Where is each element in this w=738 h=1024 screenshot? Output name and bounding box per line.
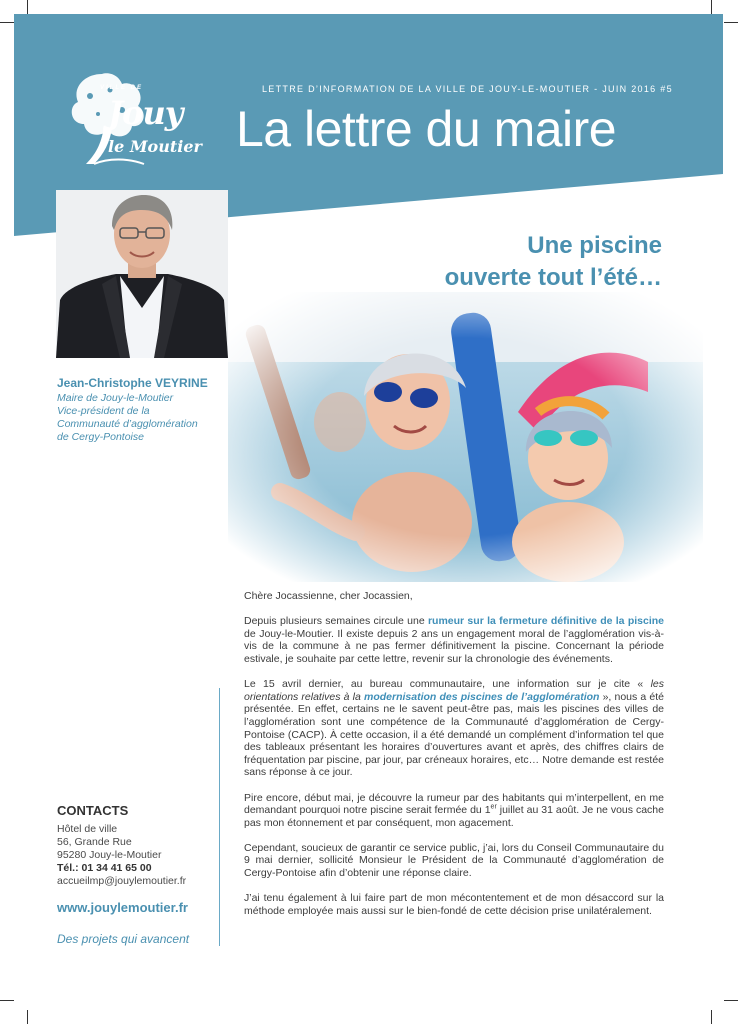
letter-body bbox=[244, 590, 664, 930]
letter-paragraph: Le 15 avril dernier, au bureau communautaire, une information sur je cite « les orientations relatives à la modernisation des piscines de l’agglomération », nous a été présentée. En effet, certains ne le savent peut-être pas, mais les piscines des villes de l’agglomération sont une compétence de la Communauté d’agglomération de Cergy-Pontoise (CACP). À cette occasion, il a été demandé un complément d’information tel que des tableaux présentant les horaires d’ouvertures avant et après, des chiffres clairs de fréquentation par piscine, par jour, par créneaux horaires, etc… Notre demande est restée sans réponse à ce jour. bbox=[244, 678, 664, 779]
crop-mark bbox=[27, 0, 28, 14]
crop-mark bbox=[0, 1000, 14, 1001]
mayor-name: Jean-Christophe VEYRINE bbox=[57, 376, 208, 390]
letter-greeting: Chère Jocassienne, cher Jocassien, bbox=[244, 590, 413, 602]
contact-address-line: 95280 Jouy-le-Moutier bbox=[57, 849, 162, 861]
contact-phone: Tél.: 01 34 41 65 00 bbox=[57, 862, 152, 874]
swimming-pool-photo bbox=[228, 292, 703, 582]
mayor-role-line: de Cergy-Pontoise bbox=[57, 431, 144, 443]
headline bbox=[445, 230, 662, 294]
slogan: Des projets qui avancent bbox=[57, 932, 190, 946]
contact-address-line: Hôtel de ville bbox=[57, 823, 118, 835]
newsletter-title: La lettre du maire bbox=[236, 101, 617, 157]
logo-le-moutier: le Moutier bbox=[108, 137, 202, 156]
headline-line-2: ouverte tout l’été… bbox=[444, 264, 662, 291]
letter-paragraph: Pire encore, début mai, je découvre la rumeur par des habitants qui m’interpellent, en me demandant pourquoi notre piscine serait fermée du 1er juillet au 31 août. Je ne vous cache pas mon étonnement et par conséquent, mon agacement. bbox=[244, 791, 664, 829]
mayor-role bbox=[57, 392, 227, 444]
highlight-text: modernisation des piscines de l’agglomération bbox=[363, 690, 600, 703]
letter-paragraph: J’ai tenu également à lui faire part de mon mécontentement et de mon désaccord sur la méthode employée mais aussi sur le bien-fondé de cette décision prise unilatéralement. bbox=[244, 892, 664, 917]
newsletter-kicker: LETTRE D’INFORMATION DE LA VILLE DE JOUY-LE-MOUTIER - JUIN 2016 #5 bbox=[262, 84, 673, 94]
logo-jouy: Jouy bbox=[108, 94, 183, 132]
crop-mark bbox=[711, 1010, 712, 1024]
crop-mark bbox=[724, 1000, 738, 1001]
crop-mark bbox=[27, 1010, 28, 1024]
contact-email[interactable]: accueilmp@jouylemoutier.fr bbox=[57, 875, 187, 887]
contact-address-line: 56, Grande Rue bbox=[57, 836, 132, 848]
column-divider bbox=[219, 688, 220, 946]
crop-mark bbox=[724, 22, 738, 23]
crop-mark bbox=[711, 0, 712, 14]
website-link[interactable]: www.jouylemoutier.fr bbox=[57, 900, 188, 915]
letter-paragraph: Cependant, soucieux de garantir ce service public, j’ai, lors du Conseil Communautaire du 9 mai dernier, sollicité Monsieur le Président de la Communauté d’agglomération de Cergy-Pontoise afin d’obtenir une réponse claire. bbox=[244, 841, 664, 880]
mayor-portrait bbox=[56, 190, 228, 358]
contacts-title: CONTACTS bbox=[57, 803, 129, 818]
mayor-role-line: Vice-président de la bbox=[57, 405, 150, 417]
logo-ville-de: VILLE DE bbox=[100, 85, 144, 91]
highlight-text: rumeur sur la fermeture définitive de la piscine bbox=[427, 615, 664, 628]
mayor-role-line: Communauté d’agglomération bbox=[57, 418, 198, 430]
letter-paragraph: Depuis plusieurs semaines circule une rumeur sur la fermeture définitive de la piscine de Jouy-le-Moutier. Il existe depuis 2 ans un engagement moral de l’agglomération vis-à-vis de la commune à ne pas fermer définitivement la piscine. Concernant la période estivale, je souhaite par cette lettre, revenir sur la chronologie des événements. bbox=[244, 615, 664, 665]
headline-line-1: Une piscine bbox=[527, 232, 662, 259]
mayor-role-line: Maire de Jouy-le-Moutier bbox=[57, 392, 174, 404]
crop-mark bbox=[0, 22, 14, 23]
